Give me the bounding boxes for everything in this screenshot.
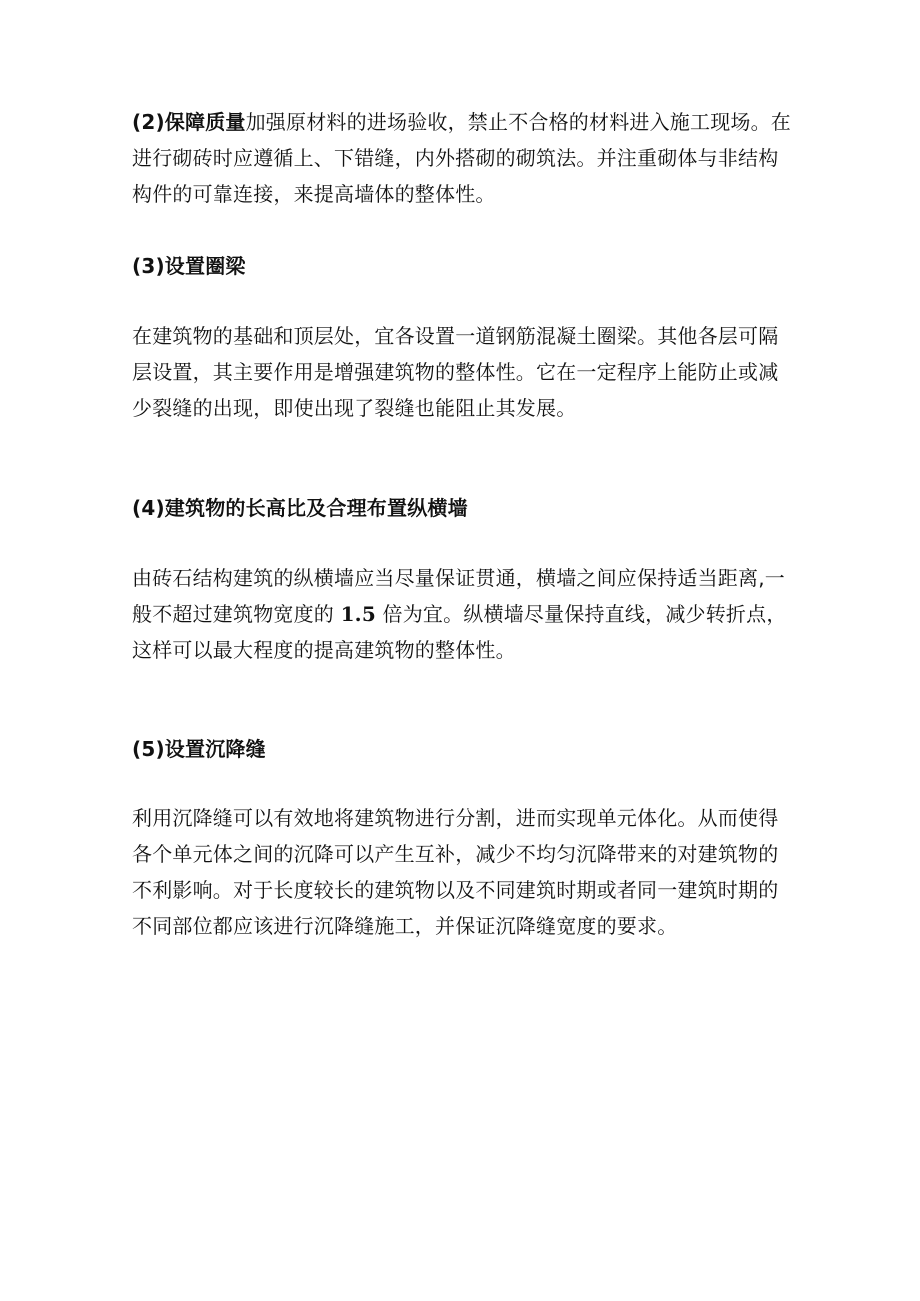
section-4-number: 1.5 xyxy=(340,602,376,626)
section-5-body-block xyxy=(132,800,792,944)
section-4-text-before: 由砖石结构建筑的纵横墙应当尽量保证贯通，横墙之间应保持适当距离,一般不超过建筑物宽度的 xyxy=(132,566,785,626)
section-2-paragraph xyxy=(132,104,792,212)
section-3-heading-block xyxy=(132,248,792,284)
section-3-text: 在建筑物的基础和顶层处，宜各设置一道钢筋混凝土圈梁。其他各层可隔层设置，其主要作用是增强建筑物的整体性。它在一定程序上能防止或减少裂缝的出现，即使出现了裂缝也能阻止其发展。 xyxy=(132,324,779,420)
section-2-text: 加强原材料的进场验收，禁止不合格的材料进入施工现场。在进行砌砖时应遵循上、下错缝，内外搭砌的砌筑法。并注重砌体与非结构构件的可靠连接，来提高墙体的整体性。 xyxy=(132,110,792,206)
section-2-title: (2)保障质量 xyxy=(132,110,246,134)
section-4-paragraph xyxy=(132,560,792,668)
section-4-text-after: 倍为宜。纵横墙尽量保持直线，减少转折点，这样可以最大程度的提高建筑物的整体性。 xyxy=(132,602,787,662)
section-3-body-block xyxy=(132,318,792,426)
section-3-title: (3)设置圈梁 xyxy=(132,254,246,278)
section-5-title: (5)设置沉降缝 xyxy=(132,737,266,761)
section-4-title: (4)建筑物的长高比及合理布置纵横墙 xyxy=(132,496,468,520)
section-4-heading-block xyxy=(132,490,792,526)
section-4-body-block xyxy=(132,560,792,668)
section-5-text: 利用沉降缝可以有效地将建筑物进行分割，进而实现单元体化。从而使得各个单元体之间的沉降可以产生互补，减少不均匀沉降带来的对建筑物的不利影响。对于长度较长的建筑物以及不同建筑时期或者同一建筑时期的不同部位都应该进行沉降缝施工，并保证沉降缝宽度的要求。 xyxy=(132,806,779,938)
section-5-heading-block xyxy=(132,731,792,767)
section-2 xyxy=(132,104,792,212)
